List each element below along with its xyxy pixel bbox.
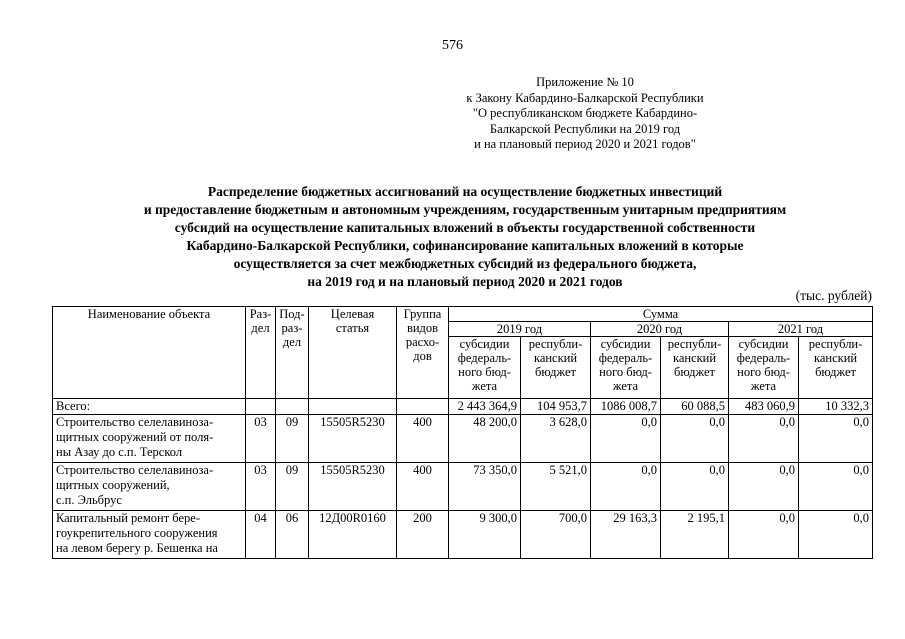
title-line: Кабардино-Балкарской Республики, софинансирование капитальных вложений в которые [186,238,744,253]
row-2021-rep: 0,0 [799,415,873,463]
units-label: (тыс. рублей) [795,288,872,303]
row-2020-rep: 2 195,1 [661,511,729,559]
row-2020-rep: 0,0 [661,415,729,463]
row-2019-rep: 3 628,0 [521,415,591,463]
total-row [53,399,873,415]
header-podrazdel: Под- раз- дел [276,307,309,399]
row-2019-rep: 700,0 [521,511,591,559]
row-group: 400 [397,415,449,463]
title-line: и предоставление бюджетным и автономным учреждениям, государственным унитарным предприятиям [143,202,787,217]
header-2021: 2021 год [729,322,873,337]
row-2020-fed: 0,0 [591,415,661,463]
row-group: 400 [397,463,449,511]
header-2020: 2020 год [591,322,729,337]
row-2021-fed: 0,0 [729,463,799,511]
appendix-line: "О республиканском бюджете Кабардино- [472,106,698,120]
document-title [70,183,860,291]
appendix-note [420,75,750,153]
row-razdel: 03 [246,415,276,463]
table-row [53,415,873,463]
title-line: субсидий на осуществление капитальных вложений в объекты государственной собственности [174,220,756,235]
total-label: Всего: [53,399,246,415]
row-podrazdel: 09 [276,463,309,511]
appendix-line: Балкарской Республики на 2019 год [489,121,681,136]
row-group: 200 [397,511,449,559]
appendix-line: к Закону Кабардино-Балкарской Республики [466,90,704,105]
row-2020-fed: 0,0 [591,463,661,511]
total-2019-fed: 2 443 364,9 [449,399,521,415]
title-line: Распределение бюджетных ассигнований на осуществление бюджетных инвестиций [207,184,723,199]
header-target: Целевая статья [309,307,397,399]
header-fed-2019: субсидии федераль- ного бюд- жета [449,337,521,399]
title-line: осуществляется за счет межбюджетных субсидий из федерального бюджета, [233,256,697,271]
row-2020-rep: 0,0 [661,463,729,511]
appendix-line: Приложение № 10 [536,75,634,89]
total-2020-rep: 60 088,5 [661,399,729,415]
total-2019-rep: 104 953,7 [521,399,591,415]
appendix-line: и на плановый период 2020 и 2021 годов" [474,137,696,151]
row-2019-fed: 73 350,0 [449,463,521,511]
row-razdel: 04 [246,511,276,559]
total-2021-fed: 483 060,9 [729,399,799,415]
row-target: 12Д00R0160 [309,511,397,559]
header-rep-2021: республи- канский бюджет [799,337,873,399]
title-line: на 2019 год и на плановый период 2020 и 2021 годов [307,274,623,289]
header-group: Группа видов расхо- дов [397,307,449,399]
row-2021-rep: 0,0 [799,463,873,511]
row-podrazdel: 09 [276,415,309,463]
row-razdel: 03 [246,463,276,511]
row-2019-fed: 9 300,0 [449,511,521,559]
row-2021-rep: 0,0 [799,511,873,559]
row-podrazdel: 06 [276,511,309,559]
row-name: Капитальный ремонт бере- гоукрепительного сооружения на левом берегу р. Бешенка на [53,511,246,559]
table-row [53,511,873,559]
row-2019-fed: 48 200,0 [449,415,521,463]
total-2021-rep: 10 332,3 [799,399,873,415]
header-2019: 2019 год [449,322,591,337]
header-fed-2021: субсидии федераль- ного бюд- жета [729,337,799,399]
table-row [53,463,873,511]
row-2020-fed: 29 163,3 [591,511,661,559]
header-sum: Сумма [449,307,873,322]
header-rep-2019: республи- канский бюджет [521,337,591,399]
row-2021-fed: 0,0 [729,415,799,463]
row-name: Строительство селелавиноза- щитных сооружений, с.п. Эльбрус [53,463,246,511]
row-name: Строительство селелавиноза- щитных сооружений от поля- ны Азау до с.п. Терскол [53,415,246,463]
header-razdel: Раз- дел [246,307,276,399]
header-fed-2020: субсидии федераль- ного бюд- жета [591,337,661,399]
row-2019-rep: 5 521,0 [521,463,591,511]
header-rep-2020: республи- канский бюджет [661,337,729,399]
page-number: 576 [442,38,463,53]
row-target: 15505R5230 [309,463,397,511]
budget-table [52,306,873,559]
row-2021-fed: 0,0 [729,511,799,559]
total-2020-fed: 1086 008,7 [591,399,661,415]
header-name: Наименование объекта [53,307,246,399]
row-target: 15505R5230 [309,415,397,463]
